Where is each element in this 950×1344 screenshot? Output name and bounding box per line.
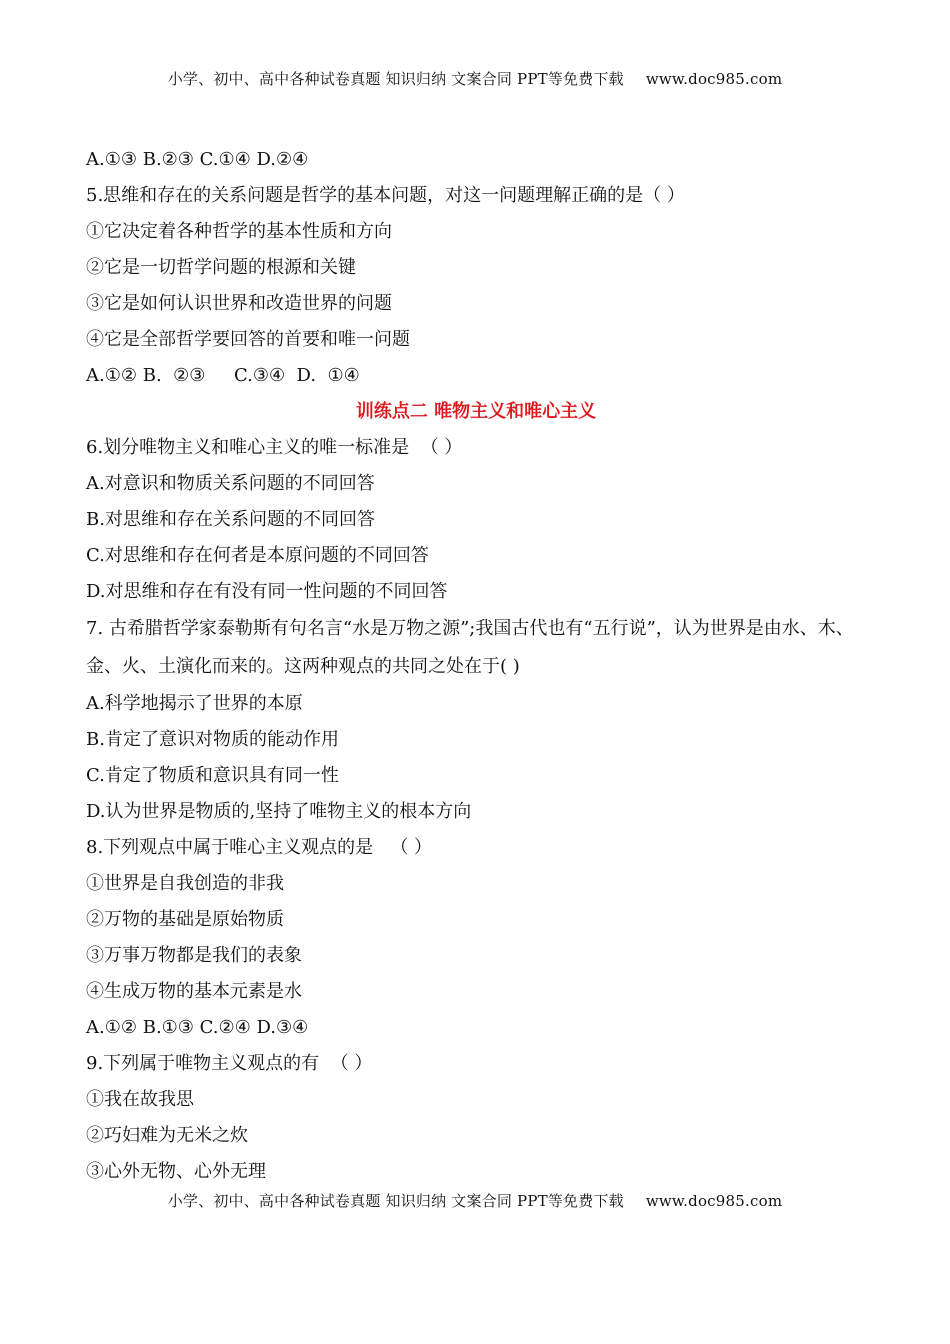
q9-statement-2: ②巧妇难为无米之炊 [86,1125,248,1146]
section-title: 训练点二 唯物主义和唯心主义 [355,401,597,422]
question-7: 7. 古希腊哲学家泰勒斯有句名言“水是万物之源”;我国古代也有“五行说”，认为世界是由水、木、金、火、土演化而来的。这两种观点的共同之处在于( ) [86,618,854,677]
page-footer [0,1190,950,1211]
q9-statement-1: ①我在故我思 [86,1089,194,1110]
q9-statement-3: ③心外无物、心外无理 [86,1161,266,1182]
q6-option-a: A.对意识和物质关系问题的不同回答 [86,473,375,494]
q5-options: A.①② B. ②③ C.③④ D. ①④ [86,365,360,386]
q5-statement-4: ④它是全部哲学要回答的首要和唯一问题 [86,329,410,350]
q5-statement-2: ②它是一切哲学问题的根源和关键 [86,257,356,278]
footer-text: 小学、初中、高中各种试卷真题 知识归纳 文案合同 PPT等免费下载 [167,1192,624,1210]
footer-url: www.doc985.com [645,1192,783,1210]
q6-option-c: C.对思维和存在何者是本原问题的不同回答 [86,545,429,566]
header-url: www.doc985.com [645,70,783,88]
question-5: 5.思维和存在的关系问题是哲学的基本问题，对这一问题理解正确的是（ ） [86,185,685,206]
q5-statement-1: ①它决定着各种哲学的基本性质和方向 [86,221,392,242]
question-8: 8.下列观点中属于唯心主义观点的是 （ ） [86,837,433,858]
q4-options: A.①③ B.②③ C.①④ D.②④ [86,149,309,170]
q6-option-b: B.对思维和存在关系问题的不同回答 [86,509,375,530]
q7-option-d: D.认为世界是物质的,坚持了唯物主义的根本方向 [86,801,472,822]
header-text: 小学、初中、高中各种试卷真题 知识归纳 文案合同 PPT等免费下载 [167,70,624,88]
q7-option-a: A.科学地揭示了世界的本原 [86,693,303,714]
q7-option-c: C.肯定了物质和意识具有同一性 [86,765,339,786]
document-body [86,142,866,1190]
q6-option-d: D.对思维和存在有没有同一性问题的不同回答 [86,581,448,602]
q5-statement-3: ③它是如何认识世界和改造世界的问题 [86,293,392,314]
q8-statement-4: ④生成万物的基本元素是水 [86,981,302,1002]
q8-statement-1: ①世界是自我创造的非我 [86,873,284,894]
q8-statement-2: ②万物的基础是原始物质 [86,909,284,930]
q8-statement-3: ③万事万物都是我们的表象 [86,945,302,966]
q8-options: A.①② B.①③ C.②④ D.③④ [86,1017,309,1038]
question-9: 9.下列属于唯物主义观点的有 （ ） [86,1053,373,1074]
question-6: 6.划分唯物主义和唯心主义的唯一标准是 （ ） [86,437,463,458]
page-header [0,68,950,89]
q7-option-b: B.肯定了意识对物质的能动作用 [86,729,339,750]
